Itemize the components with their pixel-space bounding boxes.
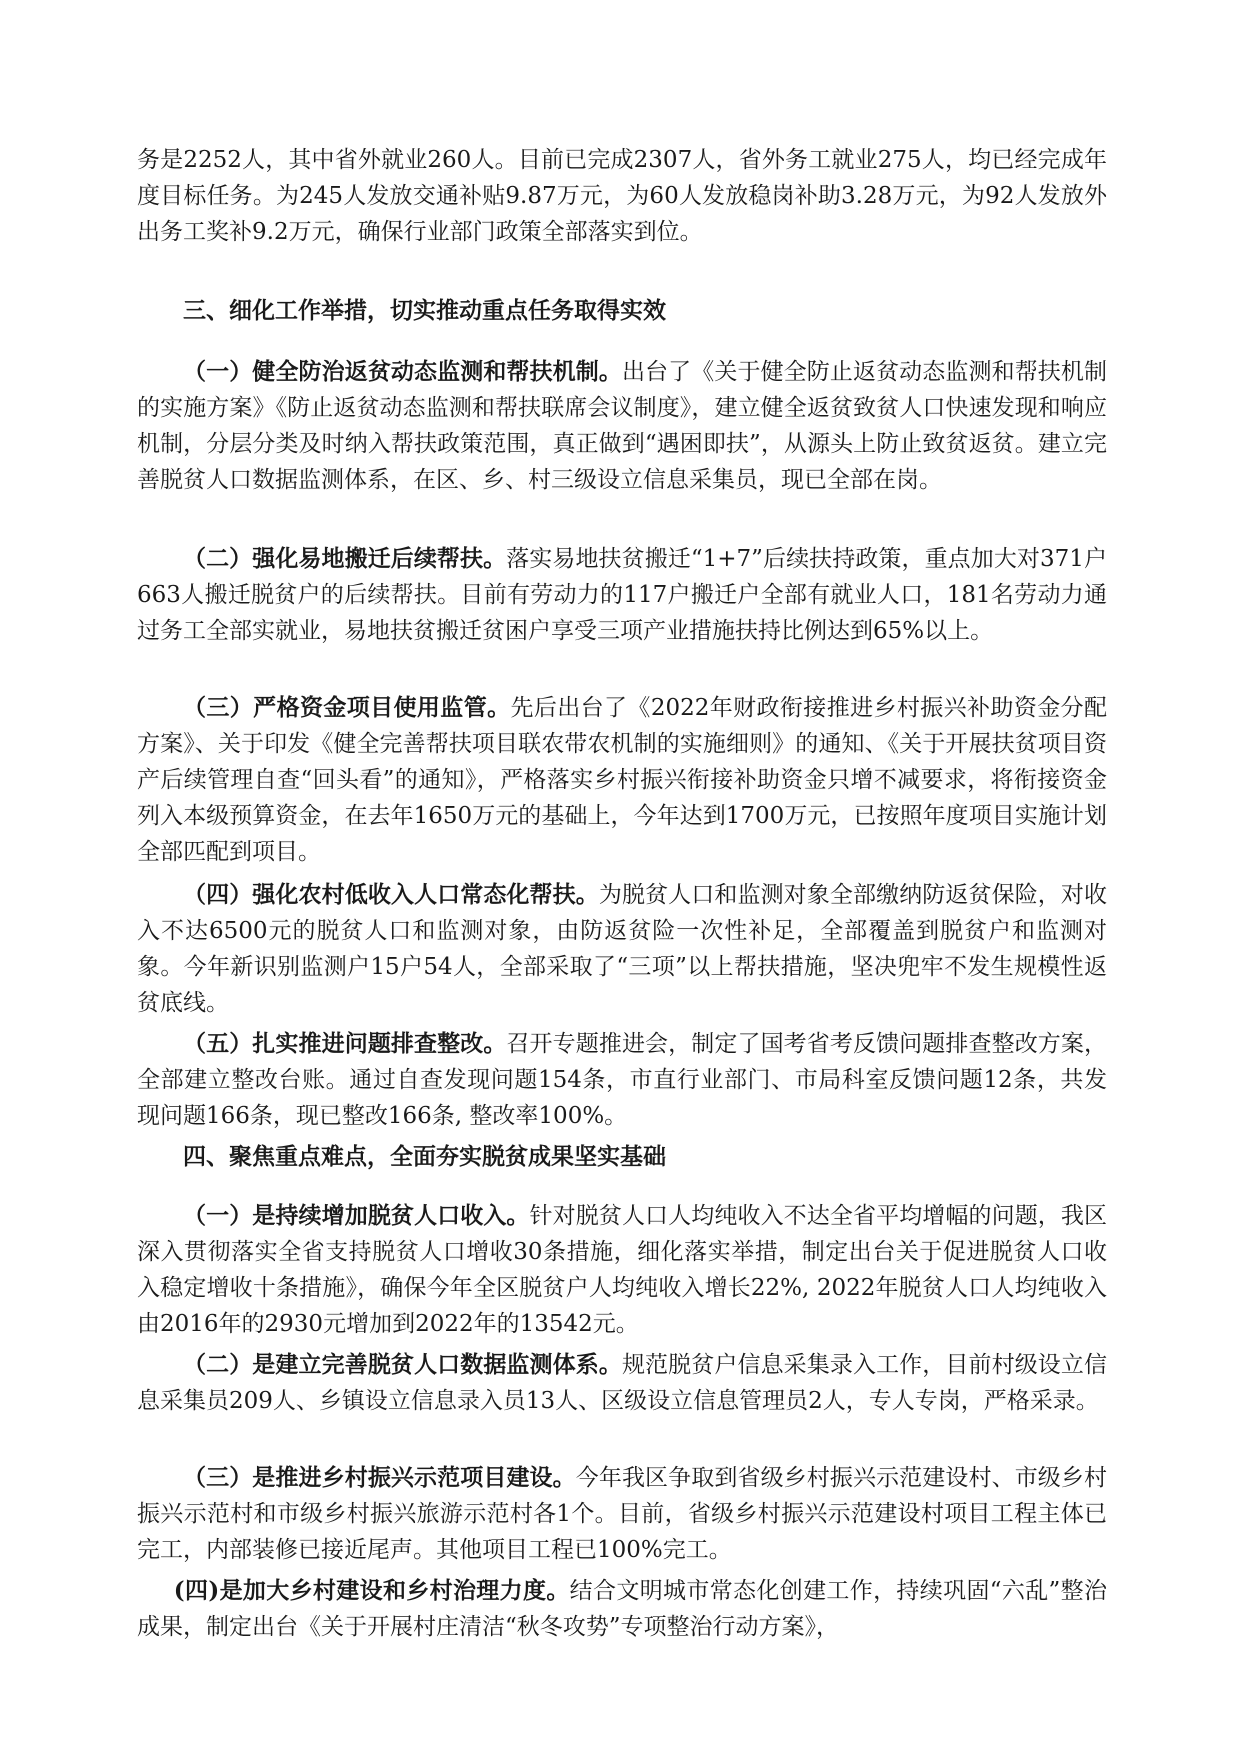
paragraph-lead: （二）是建立完善脱贫人口数据监测体系。 [183,1351,622,1378]
paragraph-text: 为脱贫人口和监测对象全部缴纳防返贫保险，对收入不达6500元的脱贫人口和监测对象，由防返贫险一次性补足，全部覆盖到脱贫户和监测对象。今年新识别监测户15户54人，全部采取了“三项”以上帮扶措施，坚决兜牢不发生规模性返贫底线。 [137,882,1108,1016]
paragraph-lead: （一）是持续增加脱贫人口收入。 [183,1202,530,1229]
paragraph-monitoring-mechanism [137,354,1107,498]
paragraph-rural-governance [137,1573,1107,1645]
paragraph-relocation-support [137,541,1107,649]
section-heading-text: 四、聚焦重点难点，全面夯实脱贫成果坚实基础 [183,1143,666,1170]
paragraph-lead: (四)是加大乡村建设和乡村治理力度。 [173,1577,570,1604]
paragraph-text: 出台了《关于健全防止返贫动态监测和帮扶机制的实施方案》《防止返贫动态监测和帮扶联席会议制度》，建立健全返贫致贫人口快速发现和响应机制，分层分类及时纳入帮扶政策范围，真正做到“遇困即扶”，从源头上防止致贫返贫。建立完善脱贫人口数据监测体系，在区、乡、村三级设立信息采集员，现已全部在岗。 [137,359,1108,493]
paragraph-lead: （五）扎实推进问题排查整改。 [183,1030,507,1057]
paragraph-data-monitoring [137,1347,1107,1419]
paragraph-text: 针对脱贫人口人均纯收入不达全省平均增幅的问题，我区深入贯彻落实全省支持脱贫人口增收30条措施，细化落实举措，制定出台关于促进脱贫人口收入稳定增收十条措施》，确保今年全区脱贫户人均纯收入增长22%, 2022年脱贫人口人均纯收入由2016年的2930元增加到2022年的13542元。 [137,1203,1108,1337]
paragraph-lead: （四）强化农村低收入人口常态化帮扶。 [183,881,599,908]
paragraph-employment-continued [137,142,1107,250]
paragraph-income-increase [137,1198,1107,1342]
paragraph-fund-supervision [137,690,1107,870]
paragraph-text: 召开专题推进会，制定了国考省考反馈问题排查整改方案，全部建立整改台账。通过自查发现问题154条，市直行业部门、市局科室反馈问题12条，共发现问题166条，现已整改166条, 整改率100%。 [137,1031,1108,1129]
paragraph-issue-rectification [137,1026,1107,1134]
paragraph-lead: （一）健全防治返贫动态监测和帮扶机制。 [183,358,622,385]
paragraph-lead: （三）是推进乡村振兴示范项目建设。 [183,1464,576,1491]
section-heading-three [137,293,1107,329]
paragraph-lead: （二）强化易地搬迁后续帮扶。 [183,545,507,572]
paragraph-text: 规范脱贫户信息采集录入工作，目前村级设立信息采集员209人、乡镇设立信息录入员13人、区级设立信息管理员2人，专人专岗，严格采录。 [137,1352,1108,1414]
paragraph-text: 结合文明城市常态化创建工作，持续巩固“六乱”整治成果，制定出台《关于开展村庄清洁“秋冬攻势”专项整治行动方案》， [137,1578,1107,1640]
section-heading-four [137,1139,1107,1175]
paragraph-text: 今年我区争取到省级乡村振兴示范建设村、市级乡村振兴示范村和市级乡村振兴旅游示范村各1个。目前，省级乡村振兴示范建设村项目工程主体已完工，内部装修已接近尾声。其他项目工程已100%完工。 [137,1465,1108,1563]
paragraph-text: 落实易地扶贫搬迁“1+7”后续扶持政策，重点加大对371户663人搬迁脱贫户的后续帮扶。目前有劳动力的117户搬迁户全部有就业人口，181名劳动力通过务工全部实就业，易地扶贫搬迁贫困户享受三项产业措施扶持比例达到65%以上。 [137,546,1107,644]
paragraph-demo-projects [137,1460,1107,1568]
paragraph-lead: （三）严格资金项目使用监管。 [183,694,511,721]
section-heading-text: 三、细化工作举措，切实推动重点任务取得实效 [183,297,666,324]
paragraph-low-income-support [137,877,1107,1021]
paragraph-text: 务是2252人，其中省外就业260人。目前已完成2307人，省外务工就业275人，均已经完成年度目标任务。为245人发放交通补贴9.87万元，为60人发放稳岗补助3.28万元，为92人发放外出务工奖补9.2万元，确保行业部门政策全部落实到位。 [137,147,1107,245]
paragraph-text: 先后出台了《2022年财政衔接推进乡村振兴补助资金分配方案》、关于印发《健全完善帮扶项目联农带农机制的实施细则》的通知、《关于开展扶贫项目资产后续管理自查“回头看”的通知》，严格落实乡村振兴衔接补助资金只增不减要求，将衔接资金列入本级预算资金，在去年1650万元的基础上，今年达到1700万元，已按照年度项目实施计划全部匹配到项目。 [137,695,1107,865]
